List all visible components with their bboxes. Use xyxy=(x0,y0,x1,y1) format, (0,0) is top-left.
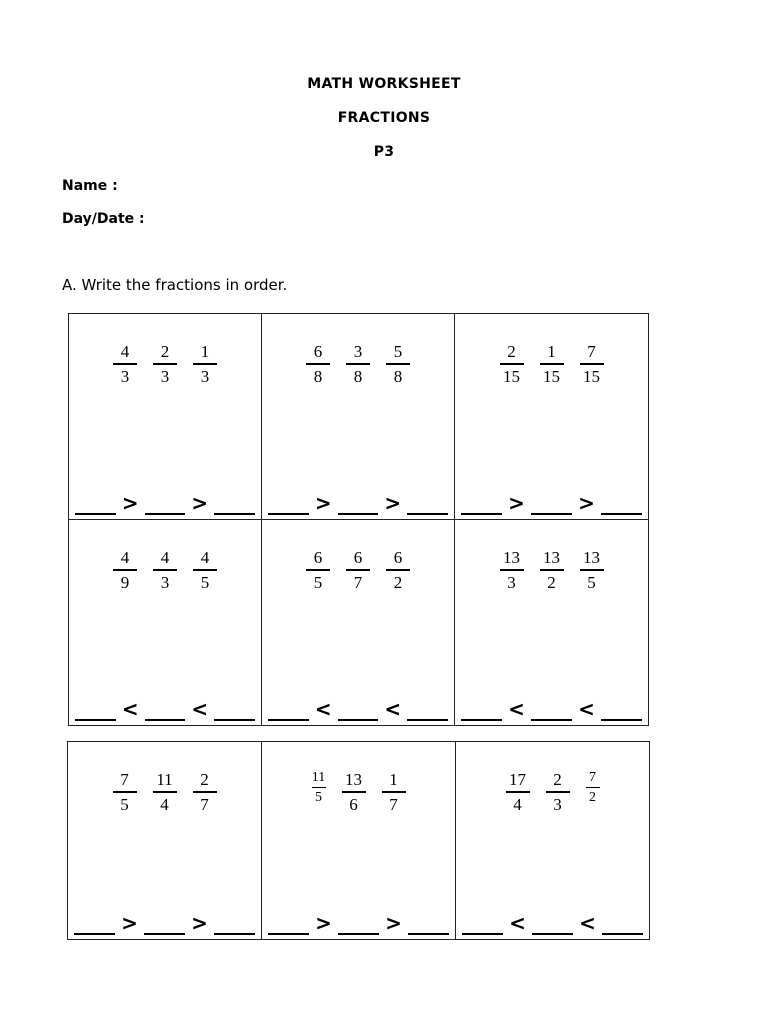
fraction xyxy=(580,548,604,593)
fraction xyxy=(342,770,366,815)
answer-blank[interactable] xyxy=(74,915,115,935)
numerator: 4 xyxy=(120,548,130,567)
fraction-bar xyxy=(346,569,370,571)
numerator: 11 xyxy=(156,770,173,789)
comparison-symbol: > xyxy=(121,491,139,515)
fraction xyxy=(113,770,137,815)
fraction-bar xyxy=(193,569,217,571)
problem-cell xyxy=(69,314,262,520)
fraction-bar xyxy=(153,791,177,793)
fraction xyxy=(113,548,137,593)
comparison-symbol: < xyxy=(578,697,595,721)
answer-line xyxy=(462,913,643,935)
fraction-bar xyxy=(386,363,410,365)
answer-blank[interactable] xyxy=(532,915,573,935)
fraction-bar xyxy=(306,363,330,365)
fraction-bar xyxy=(500,569,524,571)
answer-blank[interactable] xyxy=(338,915,379,935)
numerator: 4 xyxy=(120,342,130,361)
fraction-set xyxy=(262,342,454,387)
numerator: 7 xyxy=(589,770,596,785)
fraction-set xyxy=(262,548,454,593)
numerator: 1 xyxy=(200,342,210,361)
fraction-bar xyxy=(580,569,604,571)
denominator: 5 xyxy=(315,790,322,805)
denominator: 3 xyxy=(200,367,210,386)
name-label: Name : xyxy=(62,178,118,194)
answer-line xyxy=(75,493,255,515)
numerator: 2 xyxy=(507,342,516,361)
fraction-bar xyxy=(113,791,137,793)
denominator: 3 xyxy=(553,795,562,814)
answer-line xyxy=(268,493,448,515)
answer-blank[interactable] xyxy=(75,495,116,515)
answer-line xyxy=(461,699,642,721)
denominator: 15 xyxy=(543,367,560,386)
problem-cell xyxy=(262,314,455,520)
comparison-symbol: > xyxy=(314,491,332,515)
denominator: 5 xyxy=(313,573,323,592)
denominator: 7 xyxy=(353,573,363,592)
numerator: 7 xyxy=(587,342,596,361)
fraction-set xyxy=(69,548,261,593)
numerator: 4 xyxy=(160,548,170,567)
fraction xyxy=(306,342,330,387)
fraction-bar xyxy=(586,787,600,788)
answer-blank[interactable] xyxy=(268,495,309,515)
fraction xyxy=(500,342,524,387)
fraction xyxy=(306,548,330,593)
answer-line xyxy=(75,699,255,721)
numerator: 3 xyxy=(353,342,363,361)
fraction-bar xyxy=(386,569,410,571)
numerator: 2 xyxy=(200,770,209,789)
numerator: 6 xyxy=(313,342,323,361)
comparison-symbol: < xyxy=(579,911,596,935)
problem-cell xyxy=(456,742,650,940)
denominator: 7 xyxy=(389,795,398,814)
comparison-symbol: > xyxy=(315,911,332,935)
fraction xyxy=(312,770,326,815)
fraction-bar xyxy=(506,791,530,793)
denominator: 3 xyxy=(507,573,516,592)
numerator: 11 xyxy=(311,770,326,785)
fraction xyxy=(193,770,217,815)
fraction-bar xyxy=(540,363,564,365)
fraction xyxy=(546,770,570,815)
denominator: 5 xyxy=(120,795,129,814)
fraction xyxy=(153,548,177,593)
answer-blank[interactable] xyxy=(601,495,642,515)
answer-blank[interactable] xyxy=(531,701,572,721)
fraction xyxy=(153,770,177,815)
date-label: Day/Date : xyxy=(62,211,145,227)
answer-blank[interactable] xyxy=(338,701,379,721)
fraction-bar xyxy=(153,569,177,571)
answer-blank[interactable] xyxy=(602,915,643,935)
comparison-symbol: > xyxy=(508,491,525,515)
grid-row xyxy=(68,742,650,940)
answer-line xyxy=(268,913,449,935)
numerator: 13 xyxy=(345,770,362,789)
fraction xyxy=(540,548,564,593)
numerator: 1 xyxy=(547,342,556,361)
answer-blank[interactable] xyxy=(407,701,448,721)
denominator: 2 xyxy=(547,573,556,592)
answer-blank[interactable] xyxy=(531,495,572,515)
fraction xyxy=(382,770,406,815)
comparison-symbol: < xyxy=(509,911,526,935)
fraction-bar xyxy=(306,569,330,571)
answer-blank[interactable] xyxy=(214,701,255,721)
denominator: 3 xyxy=(160,573,170,592)
numerator: 6 xyxy=(393,548,403,567)
fraction xyxy=(386,548,410,593)
fraction xyxy=(113,342,137,387)
denominator: 8 xyxy=(353,367,363,386)
answer-line xyxy=(74,913,255,935)
numerator: 2 xyxy=(553,770,562,789)
answer-blank[interactable] xyxy=(214,495,255,515)
answer-blank[interactable] xyxy=(268,915,309,935)
comparison-symbol: < xyxy=(384,697,402,721)
fraction-bar xyxy=(113,363,137,365)
answer-blank[interactable] xyxy=(462,915,503,935)
comparison-symbol: > xyxy=(191,911,208,935)
answer-blank[interactable] xyxy=(461,701,502,721)
fraction xyxy=(580,342,604,387)
worksheet-subtitle: FRACTIONS xyxy=(337,110,431,126)
answer-blank[interactable] xyxy=(408,915,449,935)
problem-cell xyxy=(262,742,456,940)
fraction xyxy=(153,342,177,387)
fraction xyxy=(193,342,217,387)
fraction xyxy=(346,342,370,387)
fraction-bar xyxy=(546,791,570,793)
comparison-symbol: < xyxy=(121,697,139,721)
problem-cell xyxy=(455,314,649,520)
numerator: 13 xyxy=(543,548,560,567)
fraction-set xyxy=(68,770,261,815)
denominator: 5 xyxy=(200,573,210,592)
numerator: 13 xyxy=(583,548,600,567)
grid-row xyxy=(69,314,649,520)
numerator: 1 xyxy=(389,770,398,789)
fractions-grid-bottom xyxy=(67,741,650,940)
denominator: 9 xyxy=(120,573,130,592)
denominator: 15 xyxy=(583,367,600,386)
answer-blank[interactable] xyxy=(268,701,309,721)
fraction-bar xyxy=(153,363,177,365)
answer-blank[interactable] xyxy=(144,915,185,935)
comparison-symbol: < xyxy=(191,697,209,721)
comparison-symbol: > xyxy=(385,911,402,935)
comparison-symbol: > xyxy=(384,491,402,515)
denominator: 3 xyxy=(120,367,130,386)
answer-blank[interactable] xyxy=(338,495,379,515)
comparison-symbol: > xyxy=(191,491,209,515)
fraction-set xyxy=(69,342,261,387)
answer-blank[interactable] xyxy=(407,495,448,515)
fraction-bar xyxy=(113,569,137,571)
fractions-grid-top xyxy=(68,313,649,726)
denominator: 15 xyxy=(503,367,520,386)
comparison-symbol: < xyxy=(508,697,525,721)
problem-cell xyxy=(68,742,262,940)
section-a-instruction: A. Write the fractions in order. xyxy=(62,276,288,294)
fraction-set xyxy=(456,770,649,815)
fraction xyxy=(386,342,410,387)
numerator: 5 xyxy=(393,342,403,361)
grid-row xyxy=(69,520,649,726)
comparison-symbol: > xyxy=(121,911,138,935)
denominator: 5 xyxy=(587,573,596,592)
denominator: 2 xyxy=(589,790,596,805)
answer-blank[interactable] xyxy=(145,701,186,721)
problem-cell xyxy=(455,520,649,726)
denominator: 3 xyxy=(160,367,170,386)
worksheet-level: P3 xyxy=(373,144,395,160)
numerator: 2 xyxy=(160,342,170,361)
denominator: 4 xyxy=(160,795,169,814)
fraction-bar xyxy=(540,569,564,571)
numerator: 13 xyxy=(503,548,520,567)
fraction-bar xyxy=(382,791,406,793)
fraction-bar xyxy=(580,363,604,365)
comparison-symbol: < xyxy=(314,697,332,721)
numerator: 6 xyxy=(353,548,363,567)
answer-blank[interactable] xyxy=(214,915,255,935)
fraction-bar xyxy=(312,787,326,788)
numerator: 4 xyxy=(200,548,210,567)
fraction xyxy=(586,770,600,815)
denominator: 6 xyxy=(349,795,358,814)
fraction-bar xyxy=(346,363,370,365)
fraction xyxy=(193,548,217,593)
fraction-set xyxy=(455,342,648,387)
denominator: 4 xyxy=(513,795,522,814)
answer-line xyxy=(268,699,448,721)
fraction-bar xyxy=(500,363,524,365)
answer-blank[interactable] xyxy=(75,701,116,721)
problem-cell xyxy=(262,520,455,726)
answer-line xyxy=(461,493,642,515)
fraction-bar xyxy=(193,791,217,793)
fraction xyxy=(500,548,524,593)
fraction xyxy=(506,770,530,815)
numerator: 7 xyxy=(120,770,129,789)
numerator: 17 xyxy=(509,770,526,789)
answer-blank[interactable] xyxy=(601,701,642,721)
answer-blank[interactable] xyxy=(145,495,186,515)
denominator: 8 xyxy=(393,367,403,386)
fraction-bar xyxy=(193,363,217,365)
answer-blank[interactable] xyxy=(461,495,502,515)
fraction xyxy=(346,548,370,593)
problem-cell xyxy=(69,520,262,726)
comparison-symbol: > xyxy=(578,491,595,515)
worksheet-title: MATH WORKSHEET xyxy=(307,76,461,92)
numerator: 6 xyxy=(313,548,323,567)
fraction-bar xyxy=(342,791,366,793)
denominator: 2 xyxy=(393,573,403,592)
fraction-set xyxy=(455,548,648,593)
fraction-set xyxy=(262,770,455,815)
denominator: 8 xyxy=(313,367,323,386)
fraction xyxy=(540,342,564,387)
denominator: 7 xyxy=(200,795,209,814)
